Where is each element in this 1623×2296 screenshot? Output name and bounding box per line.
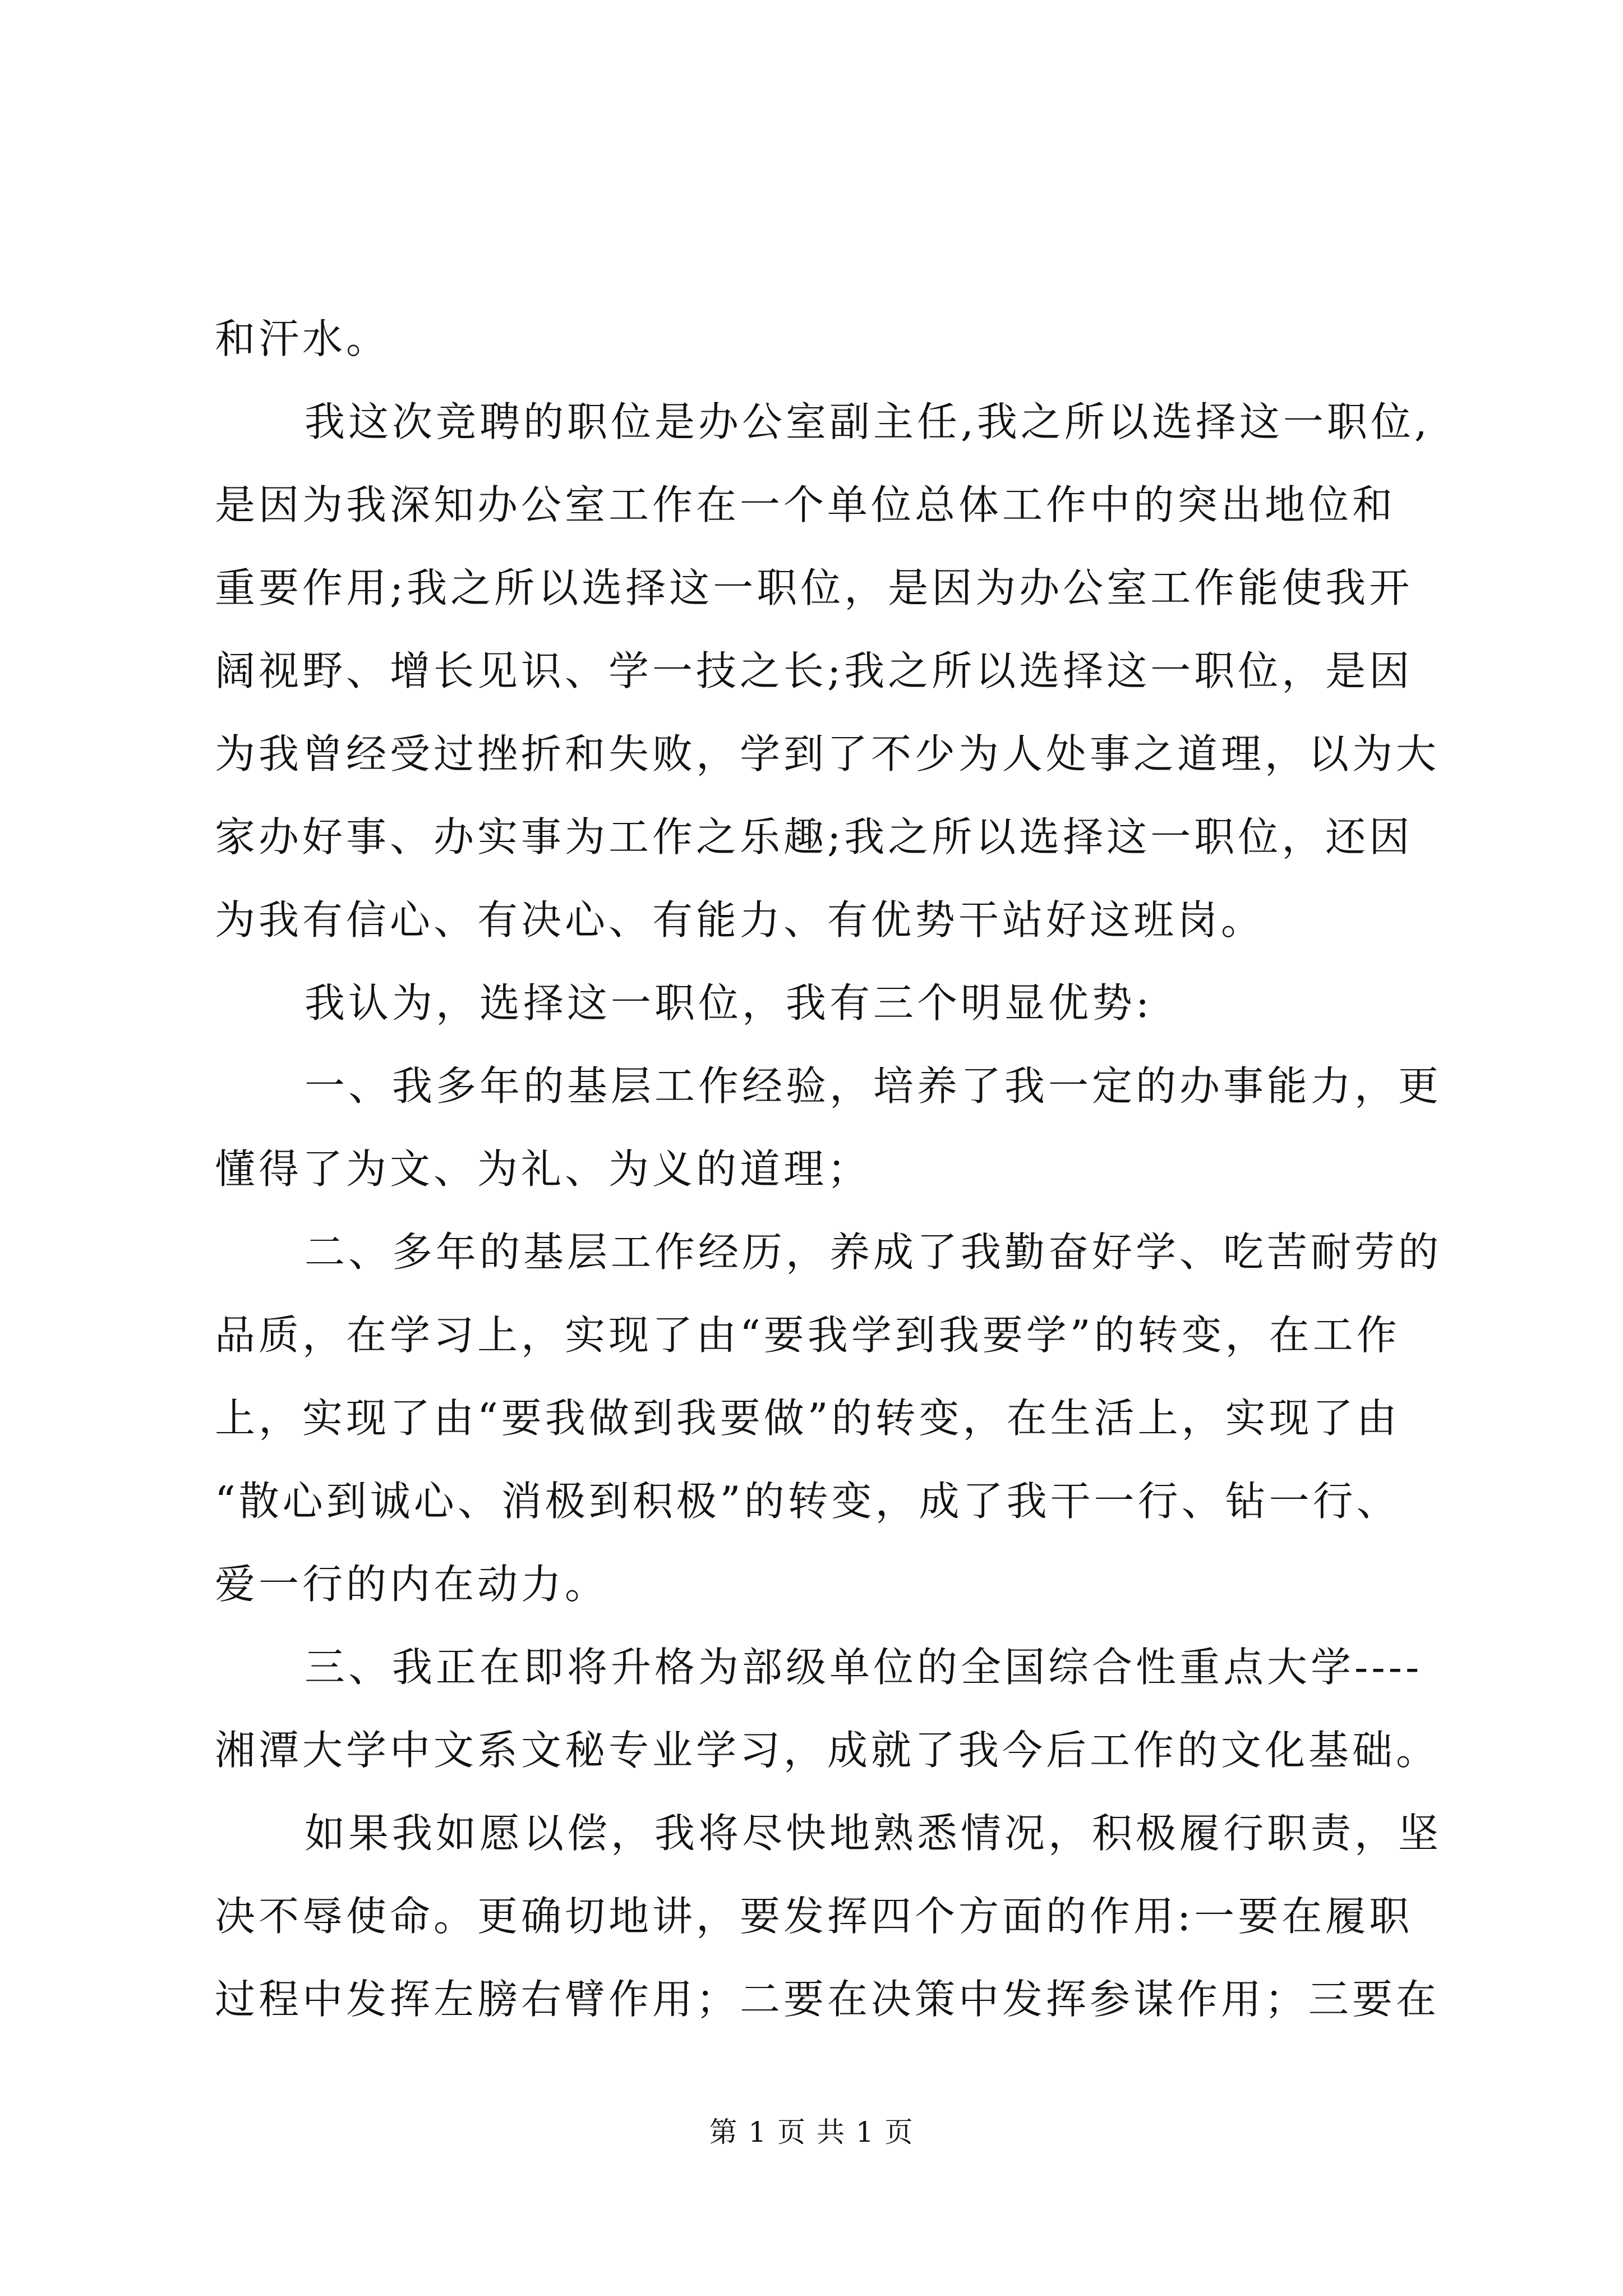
text-line: 上，实现了由“要我做到我要做”的转变，在生活上，实现了由 <box>215 1395 1400 1442</box>
text-line: 是因为我深知办公室工作在一个单位总体工作中的突出地位和 <box>215 481 1396 528</box>
text-line: 过程中发挥左膀右臂作用；二要在决策中发挥参谋作用；三要在 <box>215 1976 1440 2023</box>
body-text <box>215 297 1442 2041</box>
paragraph-first-line: 如果我如愿以偿，我将尽快地熟悉情况，积极履行职责，坚 <box>305 1810 1442 1857</box>
text-line: 重要作用;我之所以选择这一职位，是因为办公室工作能使我开 <box>215 564 1413 611</box>
paragraph-first-line: 我这次竞聘的职位是办公室副主任,我之所以选择这一职位, <box>305 398 1431 445</box>
page-number-label: 第 1 页 共 1 页 <box>709 2116 914 2148</box>
paragraph-first-line: 二、多年的基层工作经历，养成了我勤奋好学、吃苦耐劳的 <box>305 1228 1442 1276</box>
paragraph-first-line: 三、我正在即将升格为部级单位的全国综合性重点大学---- <box>305 1644 1423 1691</box>
text-line: 湘潭大学中文系文秘专业学习，成就了我今后工作的文化基础。 <box>215 1727 1440 1774</box>
paragraph-first-line: 一、我多年的基层工作经验，培养了我一定的办事能力，更 <box>305 1062 1442 1110</box>
paragraph-first-line: 我认为，选择这一职位，我有三个明显优势: <box>305 979 1153 1027</box>
page-footer <box>0 2113 1623 2152</box>
text-line: 品质，在学习上，实现了由“要我学到我要学”的转变，在工作 <box>215 1312 1400 1359</box>
text-line: 和汗水。 <box>215 315 390 362</box>
text-line: 阔视野、增长见识、学一技之长;我之所以选择这一职位，是因 <box>215 647 1413 694</box>
text-line: “散心到诚心、消极到积极”的转变，成了我干一行、钻一行、 <box>215 1478 1400 1525</box>
text-line: 为我有信心、有决心、有能力、有优势干站好这班岗。 <box>215 896 1265 944</box>
text-line: 为我曾经受过挫折和失败，学到了不少为人处事之道理，以为大 <box>215 730 1440 777</box>
text-line: 决不辱使命。更确切地讲，要发挥四个方面的作用:一要在履职 <box>215 1893 1413 1940</box>
text-line: 家办好事、办实事为工作之乐趣;我之所以选择这一职位，还因 <box>215 813 1413 861</box>
text-line: 爱一行的内在动力。 <box>215 1561 609 1608</box>
text-line: 懂得了为文、为礼、为义的道理； <box>215 1145 872 1193</box>
